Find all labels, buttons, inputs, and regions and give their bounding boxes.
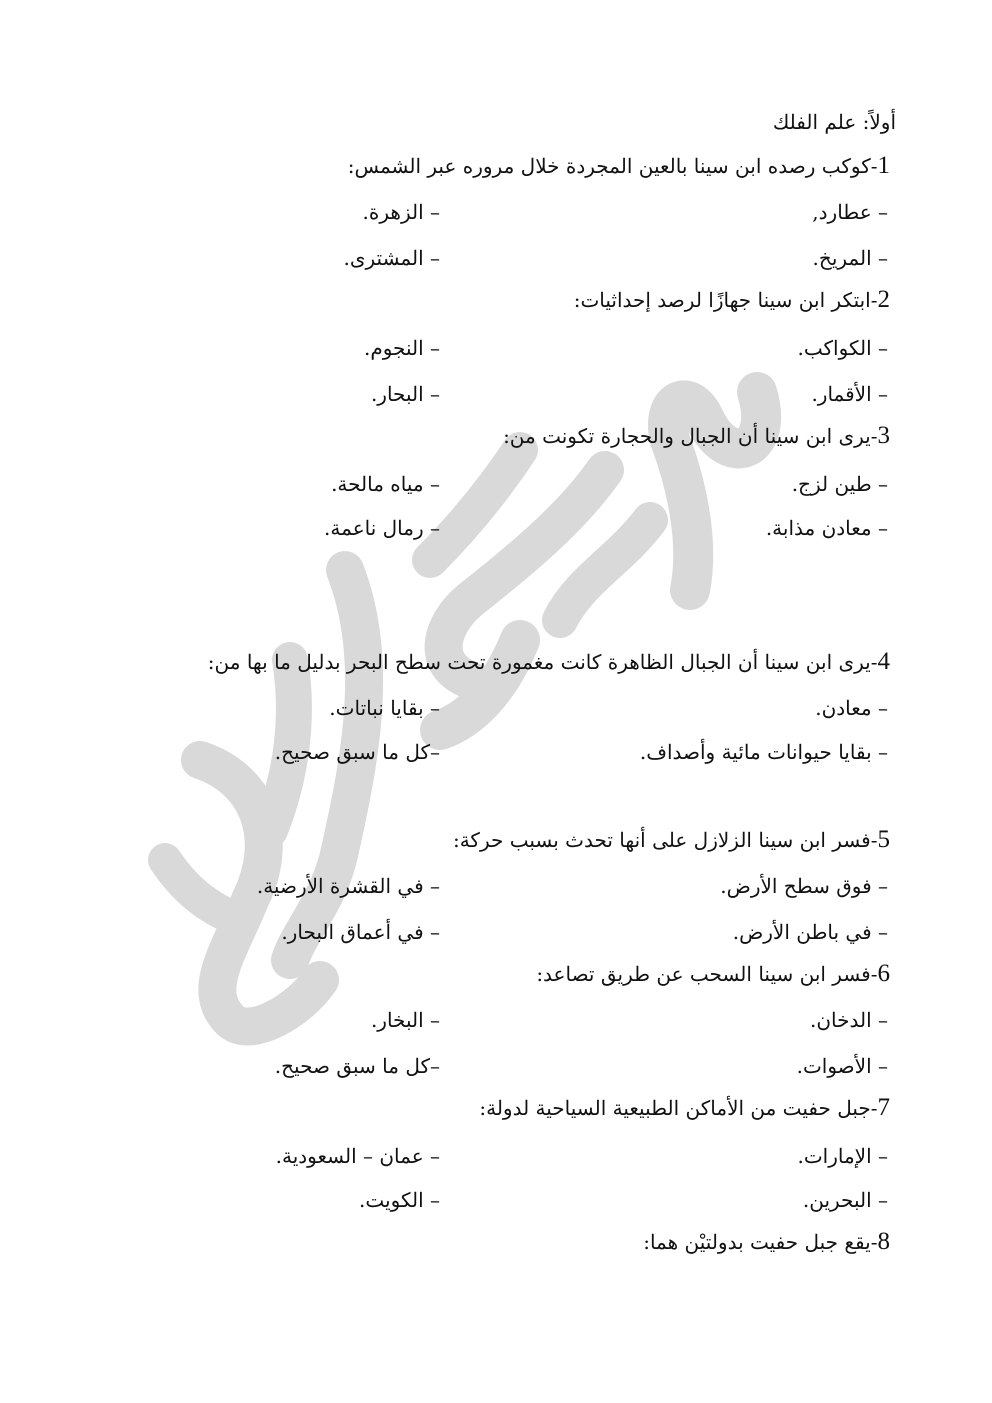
option: – فوق سطح الأرض.	[720, 874, 888, 898]
question-text: -فسر ابن سينا السحب عن طريق تصاعد:	[536, 962, 878, 986]
question-number: 6	[877, 960, 890, 987]
option: – الأقمار.	[811, 382, 888, 406]
option: – بقايا نباتات.	[329, 696, 440, 720]
question-number: 8	[877, 1228, 890, 1255]
option: – بقايا حيوانات مائية وأصداف.	[639, 740, 888, 764]
question-1	[348, 152, 890, 180]
option: – الإمارات.	[797, 1144, 888, 1168]
option: – الأصوات.	[796, 1054, 888, 1078]
question-text: -جبل حفيت من الأماكن الطبيعية السياحية لدولة:	[479, 1096, 878, 1120]
option: – الكويت.	[359, 1188, 440, 1212]
question-text: -كوكب رصده ابن سينا بالعين المجردة خلال مروره عبر الشمس:	[347, 154, 878, 178]
option: – مياه مالحة.	[331, 472, 440, 496]
question-6	[536, 960, 890, 988]
question-number: 7	[877, 1094, 890, 1121]
question-text: -يرى ابن سينا أن الجبال الظاهرة كانت مغمورة تحت سطح البحر بدليل ما بها من:	[207, 650, 878, 674]
option: – طين لزج.	[791, 472, 888, 496]
question-text: -ابتكر ابن سينا جهازًا لرصد إحداثيات:	[573, 288, 878, 312]
question-number: 1	[877, 152, 890, 179]
question-number: 4	[877, 648, 890, 675]
option: –كل ما سبق صحيح.	[274, 740, 440, 764]
option: – الدخان.	[809, 1008, 888, 1032]
question-number: 5	[877, 826, 890, 853]
question-number: 3	[877, 422, 890, 449]
option: – النجوم.	[363, 336, 440, 360]
question-text: -يقع جبل حفيت بدولتيْن هما:	[643, 1230, 878, 1254]
option: –كل ما سبق صحيح.	[274, 1054, 440, 1078]
option: – في باطن الأرض.	[732, 920, 888, 944]
question-2	[574, 286, 890, 314]
question-7	[479, 1094, 890, 1122]
question-text: -فسر ابن سينا الزلازل على أنها تحدث بسبب حركة:	[452, 828, 878, 852]
option: – معادن مذابة.	[765, 516, 888, 540]
option: – المشترى.	[343, 246, 440, 270]
option: – الكواكب.	[797, 336, 888, 360]
option: – عمان – السعودية.	[275, 1144, 440, 1168]
option: – معادن.	[815, 696, 888, 720]
option: – في أعماق البحار.	[281, 920, 440, 944]
question-5	[453, 826, 890, 854]
section-heading: أولاً: علم الفلك	[772, 110, 896, 134]
option: – رمال ناعمة.	[324, 516, 440, 540]
question-3	[503, 422, 890, 450]
question-8	[643, 1228, 890, 1256]
option: – عطارد,	[812, 200, 888, 224]
question-4	[208, 648, 890, 676]
option: – في القشرة الأرضية.	[256, 874, 440, 898]
option: – البحار.	[370, 382, 440, 406]
option: – البخار.	[370, 1008, 440, 1032]
option: – البحرين.	[802, 1188, 888, 1212]
question-text: -يرى ابن سينا أن الجبال والحجارة تكونت من:	[503, 424, 878, 448]
option: – المريخ.	[812, 246, 888, 270]
question-number: 2	[877, 286, 890, 313]
option: – الزهرة.	[362, 200, 440, 224]
